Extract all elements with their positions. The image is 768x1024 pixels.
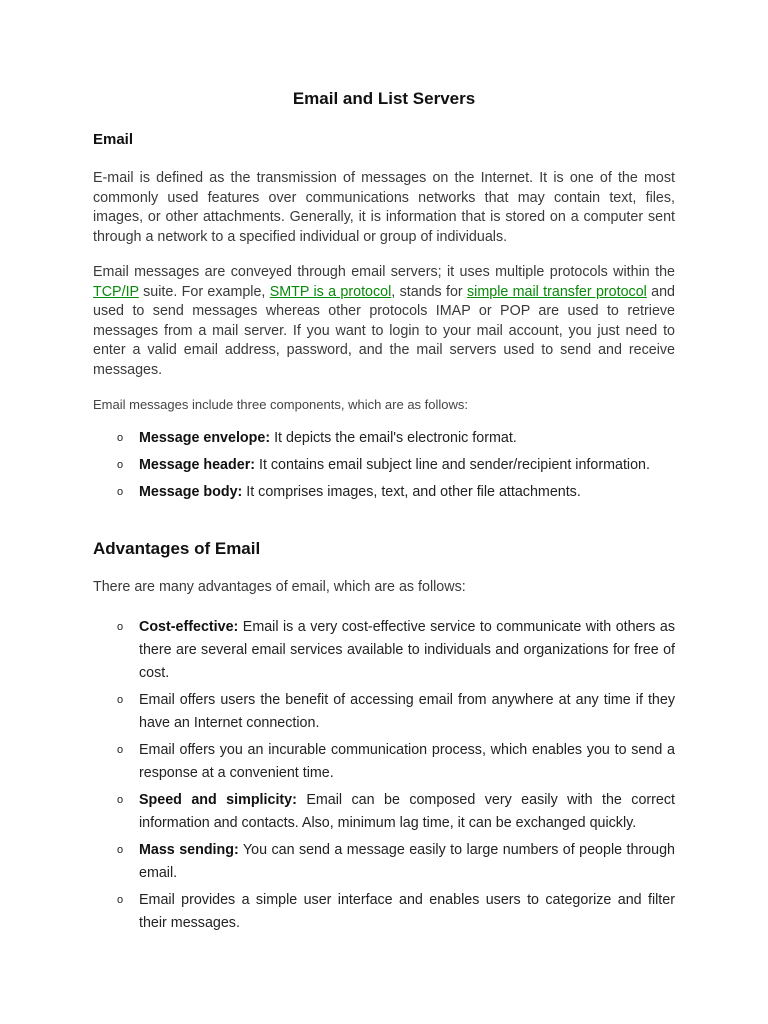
components-intro: Email messages include three components, which are as follows:	[93, 397, 469, 412]
list-item	[93, 839, 675, 885]
paragraph-text: Email messages are conveyed through email servers; it uses multiple protocols within the	[93, 264, 675, 280]
page-title: Email and List Servers	[292, 89, 476, 108]
paragraph-email-definition: E-mail is defined as the transmission of messages on the Internet. It is one of the most commonly used features over communications networks that may contain text, files, images, or other attachments. Generally, it is information that is stored on a computer sent through a network to a specified individual or group of individuals.	[93, 170, 675, 245]
bullet-icon: o	[117, 486, 124, 498]
advantages-intro: There are many advantages of email, which are as follows:	[93, 579, 466, 595]
paragraph-email-servers	[93, 263, 675, 380]
list-item-term: Cost-effective:	[139, 619, 239, 635]
list-item	[93, 616, 675, 685]
list-item-term: Mass sending:	[139, 842, 239, 858]
list-item-term: Message envelope:	[139, 430, 271, 446]
bullet-icon: o	[117, 894, 124, 906]
components-list	[93, 427, 675, 508]
list-item	[93, 889, 675, 935]
list-item-term: Message body:	[139, 484, 243, 500]
list-item	[93, 427, 675, 450]
link-simple-mail-transfer-protocol[interactable]: simple mail transfer protocol	[467, 283, 647, 300]
list-item-text: It depicts the email's electronic format.	[270, 430, 517, 446]
list-item-term: Message header:	[139, 457, 256, 473]
list-item-text: It comprises images, text, and other file attachments.	[242, 484, 581, 500]
list-item	[93, 739, 675, 785]
bullet-icon: o	[117, 844, 124, 856]
bullet-icon: o	[117, 744, 124, 756]
paragraph-text: and used to send messages whereas other protocols IMAP or POP are used to retrieve messages from a mail server. If you want to login to your mail account, you just need to enter a valid email address, password, and the mail servers used to send and receive messages.	[93, 283, 675, 378]
list-item-text: You can send a message easily to large numbers of people through email.	[139, 842, 675, 881]
list-item-text: Email provides a simple user interface and enables users to categorize and filter their messages.	[139, 892, 675, 931]
advantages-list	[93, 616, 675, 939]
list-item	[93, 481, 675, 504]
list-item	[93, 689, 675, 735]
section-heading-email: Email	[93, 131, 134, 148]
link-smtp-protocol[interactable]: SMTP is a protocol	[269, 283, 392, 300]
paragraph-text: , stands for	[391, 283, 468, 300]
list-item-text: It contains email subject line and sender/recipient information.	[255, 457, 650, 473]
list-item	[93, 789, 675, 835]
bullet-icon: o	[117, 694, 124, 706]
list-item-text: Email is a very cost-effective service to communicate with others as there are several email services available to individuals and organizations for free of cost.	[139, 619, 675, 681]
bullet-icon: o	[117, 621, 124, 633]
list-item-text: Email offers you an incurable communication process, which enables you to send a response at a convenient time.	[139, 742, 675, 781]
section-heading-advantages: Advantages of Email	[93, 539, 261, 558]
list-item-text: Email can be composed very easily with the correct information and contacts. Also, minimum lag time, it can be exchanged quickly.	[139, 792, 676, 831]
paragraph-text: suite. For example,	[138, 283, 270, 300]
link-tcp-ip[interactable]: TCP/IP	[93, 283, 139, 300]
bullet-icon: o	[117, 432, 124, 444]
list-item	[93, 454, 675, 477]
list-item-text: Email offers users the benefit of accessing email from anywhere at any time if they have an Internet connection.	[139, 692, 675, 731]
list-item-term: Speed and simplicity:	[139, 792, 297, 808]
bullet-icon: o	[117, 794, 124, 806]
bullet-icon: o	[117, 459, 124, 471]
